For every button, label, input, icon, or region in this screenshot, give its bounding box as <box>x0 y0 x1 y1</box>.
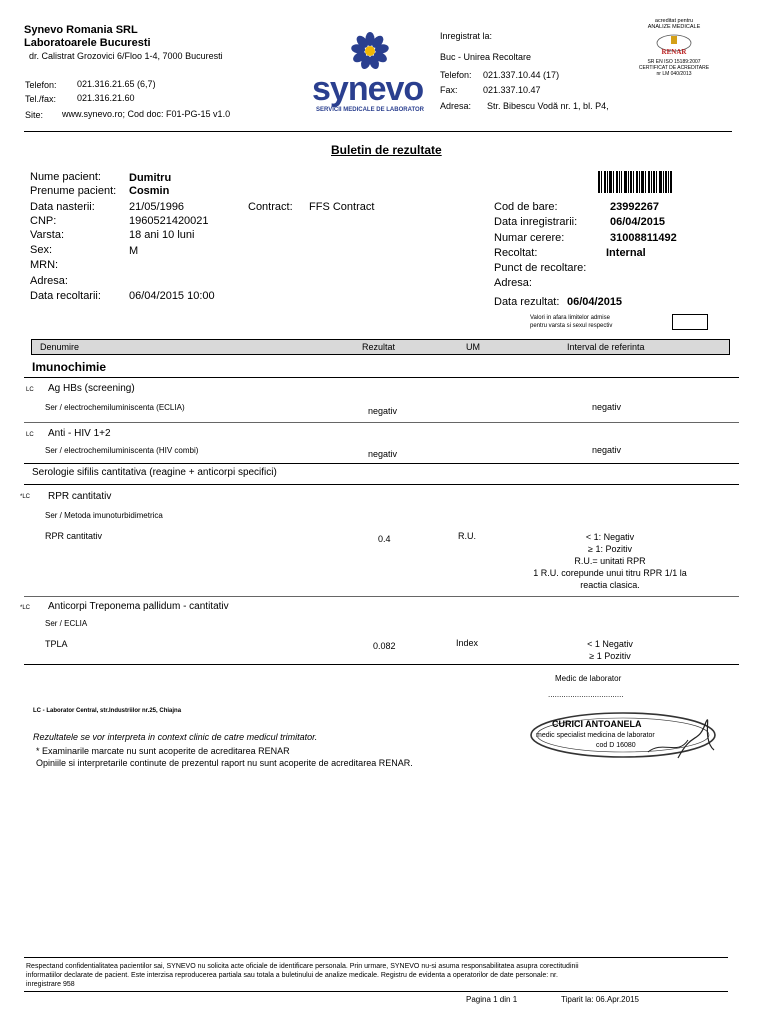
renar-logo-icon <box>654 33 694 57</box>
col-unit: UM <box>466 342 480 352</box>
tpla-flag: *LC <box>20 605 31 611</box>
collect-date-label: Data recoltarii: <box>30 290 101 302</box>
confidentiality-line3: inregistrare 958 <box>26 981 75 988</box>
renar-note-2: Opiniile si interpretarile continute de prezentul raport nu sunt acoperite de acreditarea RENAR. <box>36 758 413 768</box>
synevo-logo <box>310 28 430 118</box>
section-title: Imunochimie <box>32 360 107 374</box>
stamp-code: cod D 16080 <box>596 742 636 749</box>
request-address-label: Adresa: <box>494 277 532 289</box>
test1-method: Ser / electrochemiluminiscenta (ECLIA) <box>45 403 185 412</box>
rpr-ref-line: < 1: Negativ <box>585 532 635 542</box>
rpr-flag: *LC <box>20 494 31 500</box>
row-divider <box>24 422 739 423</box>
first-name-value: Cosmin <box>129 185 170 197</box>
dob-value: 21/05/1996 <box>129 201 185 213</box>
lab-name: Laboratoarele Bucuresti <box>24 37 151 49</box>
limits-note-line1: Valori in afara limitelor admise <box>530 315 610 321</box>
cnp-value: 1960521420021 <box>129 215 209 227</box>
header-divider <box>24 131 732 132</box>
test2-method: Ser / electrochemiluminiscenta (HIV combi) <box>45 446 199 455</box>
tpla-unit: Index <box>456 638 479 648</box>
last-name-value: Dumitru <box>129 172 172 184</box>
company-name: Synevo Romania SRL <box>24 24 138 36</box>
sex-label: Sex: <box>30 244 53 256</box>
last-name-label: Nume pacient: <box>30 171 101 183</box>
site-value: www.synevo.ro; Cod doc: F01-PG-15 v1.0 <box>62 109 231 119</box>
reg-address-label: Adresa: <box>440 101 472 111</box>
stamp-role: medic specialist medicina de laborator <box>536 732 655 739</box>
fax-label: Tel./fax: <box>25 94 57 104</box>
result-date-value: 06/04/2015 <box>567 296 623 308</box>
reg-date-label: Data inregistrarii: <box>494 216 578 228</box>
site-label: Site: <box>25 110 44 120</box>
col-name: Denumire <box>40 342 80 352</box>
row-divider <box>24 463 739 464</box>
serology-group-title: Serologie sifilis cantitativa (reagine + anticorpi specifici) <box>32 467 277 478</box>
rpr-result: 0.4 <box>378 534 391 544</box>
renar-accreditation <box>626 18 722 98</box>
cnp-label: CNP: <box>30 215 57 227</box>
reg-fax: 021.337.10.47 <box>483 85 541 95</box>
rpr-name: RPR cantitativ <box>48 491 112 502</box>
reg-date-value: 06/04/2015 <box>610 216 666 228</box>
rpr-ref-line: 1 R.U. corepunde unui titru RPR 1/1 la <box>533 568 687 578</box>
collected-label: Recoltat: <box>494 247 538 259</box>
print-date: Tiparit la: 06.Apr.2015 <box>561 995 639 1004</box>
test1-ref: negativ <box>592 402 622 412</box>
collect-date-value: 06/04/2015 10:00 <box>129 290 215 302</box>
reg-phone: 021.337.10.44 (17) <box>483 70 560 80</box>
test2-flag: LC <box>26 432 34 438</box>
tpla-name: Anticorpi Treponema pallidum - cantitativ <box>48 601 229 612</box>
reg-phone-label: Telefon: <box>440 70 472 80</box>
lc-note: LC - Laborator Central, str.Industriilor nr.25, Chiajna <box>33 708 182 714</box>
col-result: Rezultat <box>362 342 396 352</box>
limits-legend-box <box>672 314 708 330</box>
footer-bottom-divider <box>24 991 728 992</box>
company-address: dr. Calistrat Grozovici 6/Floo 1-4, 7000 Bucuresti <box>29 51 223 61</box>
tpla-method: Ser / ECLIA <box>45 619 88 628</box>
test1-name: Ag HBs (screening) <box>48 383 135 394</box>
renar-line5: nr LM 040/2013 <box>656 71 692 77</box>
sex-value: M <box>129 245 139 257</box>
doctor-stamp <box>528 710 718 760</box>
page-title: Buletin de rezultate <box>331 143 442 157</box>
rpr-ref-line: reactia clasica. <box>580 580 640 590</box>
rpr-unit: R.U. <box>458 531 476 541</box>
test2-ref: negativ <box>592 445 622 455</box>
contract-value: FFS Contract <box>309 201 375 213</box>
phone-label: Telefon: <box>25 80 57 90</box>
rpr-ref-line: ≥ 1: Pozitiv <box>588 544 632 554</box>
col-ref: Interval de referinta <box>567 342 645 352</box>
signature-dots: .................................. <box>548 690 624 699</box>
section-divider <box>24 377 739 378</box>
age-value: 18 ani 10 luni <box>129 229 195 241</box>
svg-text:RENAR: RENAR <box>661 48 687 56</box>
renar-line4: CERTIFICAT DE ACREDITARE <box>638 65 710 71</box>
fax-value: 021.316.21.60 <box>77 93 135 103</box>
test1-flag: LC <box>26 387 34 393</box>
registered-location: Buc - Unirea Recoltare <box>440 52 532 62</box>
row-divider <box>24 484 739 485</box>
phone-value: 021.316.21.65 (6,7) <box>77 79 156 89</box>
collection-point-label: Punct de recoltare: <box>494 262 587 274</box>
barcode-label: Cod de bare: <box>494 201 558 213</box>
rpr-ref-line: R.U.= unitati RPR <box>574 556 646 566</box>
footer-top-divider <box>24 957 728 958</box>
reg-address: Str. Bibescu Vodă nr. 1, bl. P4, <box>487 101 609 111</box>
logo-word: synevo <box>312 70 424 108</box>
rpr-method: Ser / Metoda imunoturbidimetrica <box>45 511 163 520</box>
dob-label: Data nasterii: <box>30 201 95 213</box>
renar-line2: ANALIZE MEDICALE <box>647 24 701 30</box>
barcode-icon <box>598 171 672 193</box>
test1-result: negativ <box>368 406 398 416</box>
doctor-label: Medic de laborator <box>555 674 622 683</box>
first-name-label: Prenume pacient: <box>30 185 117 197</box>
table-bottom-divider <box>24 664 739 665</box>
test2-result: negativ <box>368 449 398 459</box>
renar-note-1: * Examinarile marcate nu sunt acoperite de acreditarea RENAR <box>36 746 290 756</box>
renar-line3: SR EN ISO 15189:2007 <box>647 59 701 65</box>
rpr-reference <box>500 531 720 591</box>
results-table-header <box>31 339 730 355</box>
interpret-note: Rezultatele se vor interpreta in context clinic de catre medicul trimitator. <box>33 732 318 742</box>
rpr-row-label: RPR cantitativ <box>45 531 103 541</box>
collected-value: Internal <box>606 247 646 259</box>
tpla-row-label: TPLA <box>45 639 68 649</box>
age-label: Varsta: <box>30 229 65 241</box>
tpla-reference <box>500 638 720 662</box>
limits-note-line2: pentru varsta si sexul respectiv <box>530 323 613 329</box>
req-no-value: 31008811492 <box>610 232 677 244</box>
reg-fax-label: Fax: <box>440 85 458 95</box>
patient-address-label: Adresa: <box>30 275 68 287</box>
registered-label: Inregistrat la: <box>440 31 493 41</box>
barcode-value: 23992267 <box>610 201 659 213</box>
req-no-label: Numar cerere: <box>494 232 565 244</box>
renar-line1: acreditat pentru <box>654 18 694 24</box>
confidentiality-notice <box>26 962 579 989</box>
stamp-name: CURICI ANTOANELA <box>552 719 642 729</box>
limits-note <box>530 314 612 330</box>
logo-tagline: SERVICII MEDICALE DE LABORATOR <box>316 107 425 113</box>
tpla-result: 0.082 <box>373 641 396 651</box>
tpla-ref-line: ≥ 1 Pozitiv <box>589 651 631 661</box>
confidentiality-line1: Respectand confidentialitatea pacientilor sai, SYNEVO nu solicita acte oficiale de identificare personala. Prin urmare, SYNEVO nu-si asuma responsabilitatea asupra corectitudinii <box>26 963 579 970</box>
page-number: Pagina 1 din 1 <box>466 995 518 1004</box>
test2-name: Anti - HIV 1+2 <box>48 428 111 439</box>
result-date-label: Data rezultat: <box>494 296 560 308</box>
contract-label: Contract: <box>248 201 293 213</box>
row-divider <box>24 596 739 597</box>
tpla-ref-line: < 1 Negativ <box>587 639 633 649</box>
mrn-label: MRN: <box>30 259 59 271</box>
confidentiality-line2: informatiilor declarate de pacient. Este interzisa reproducerea partiala sau totala a buletinului de analize medicale. Registru de evidenta a operatorilor de date personale: nr. <box>26 972 558 979</box>
